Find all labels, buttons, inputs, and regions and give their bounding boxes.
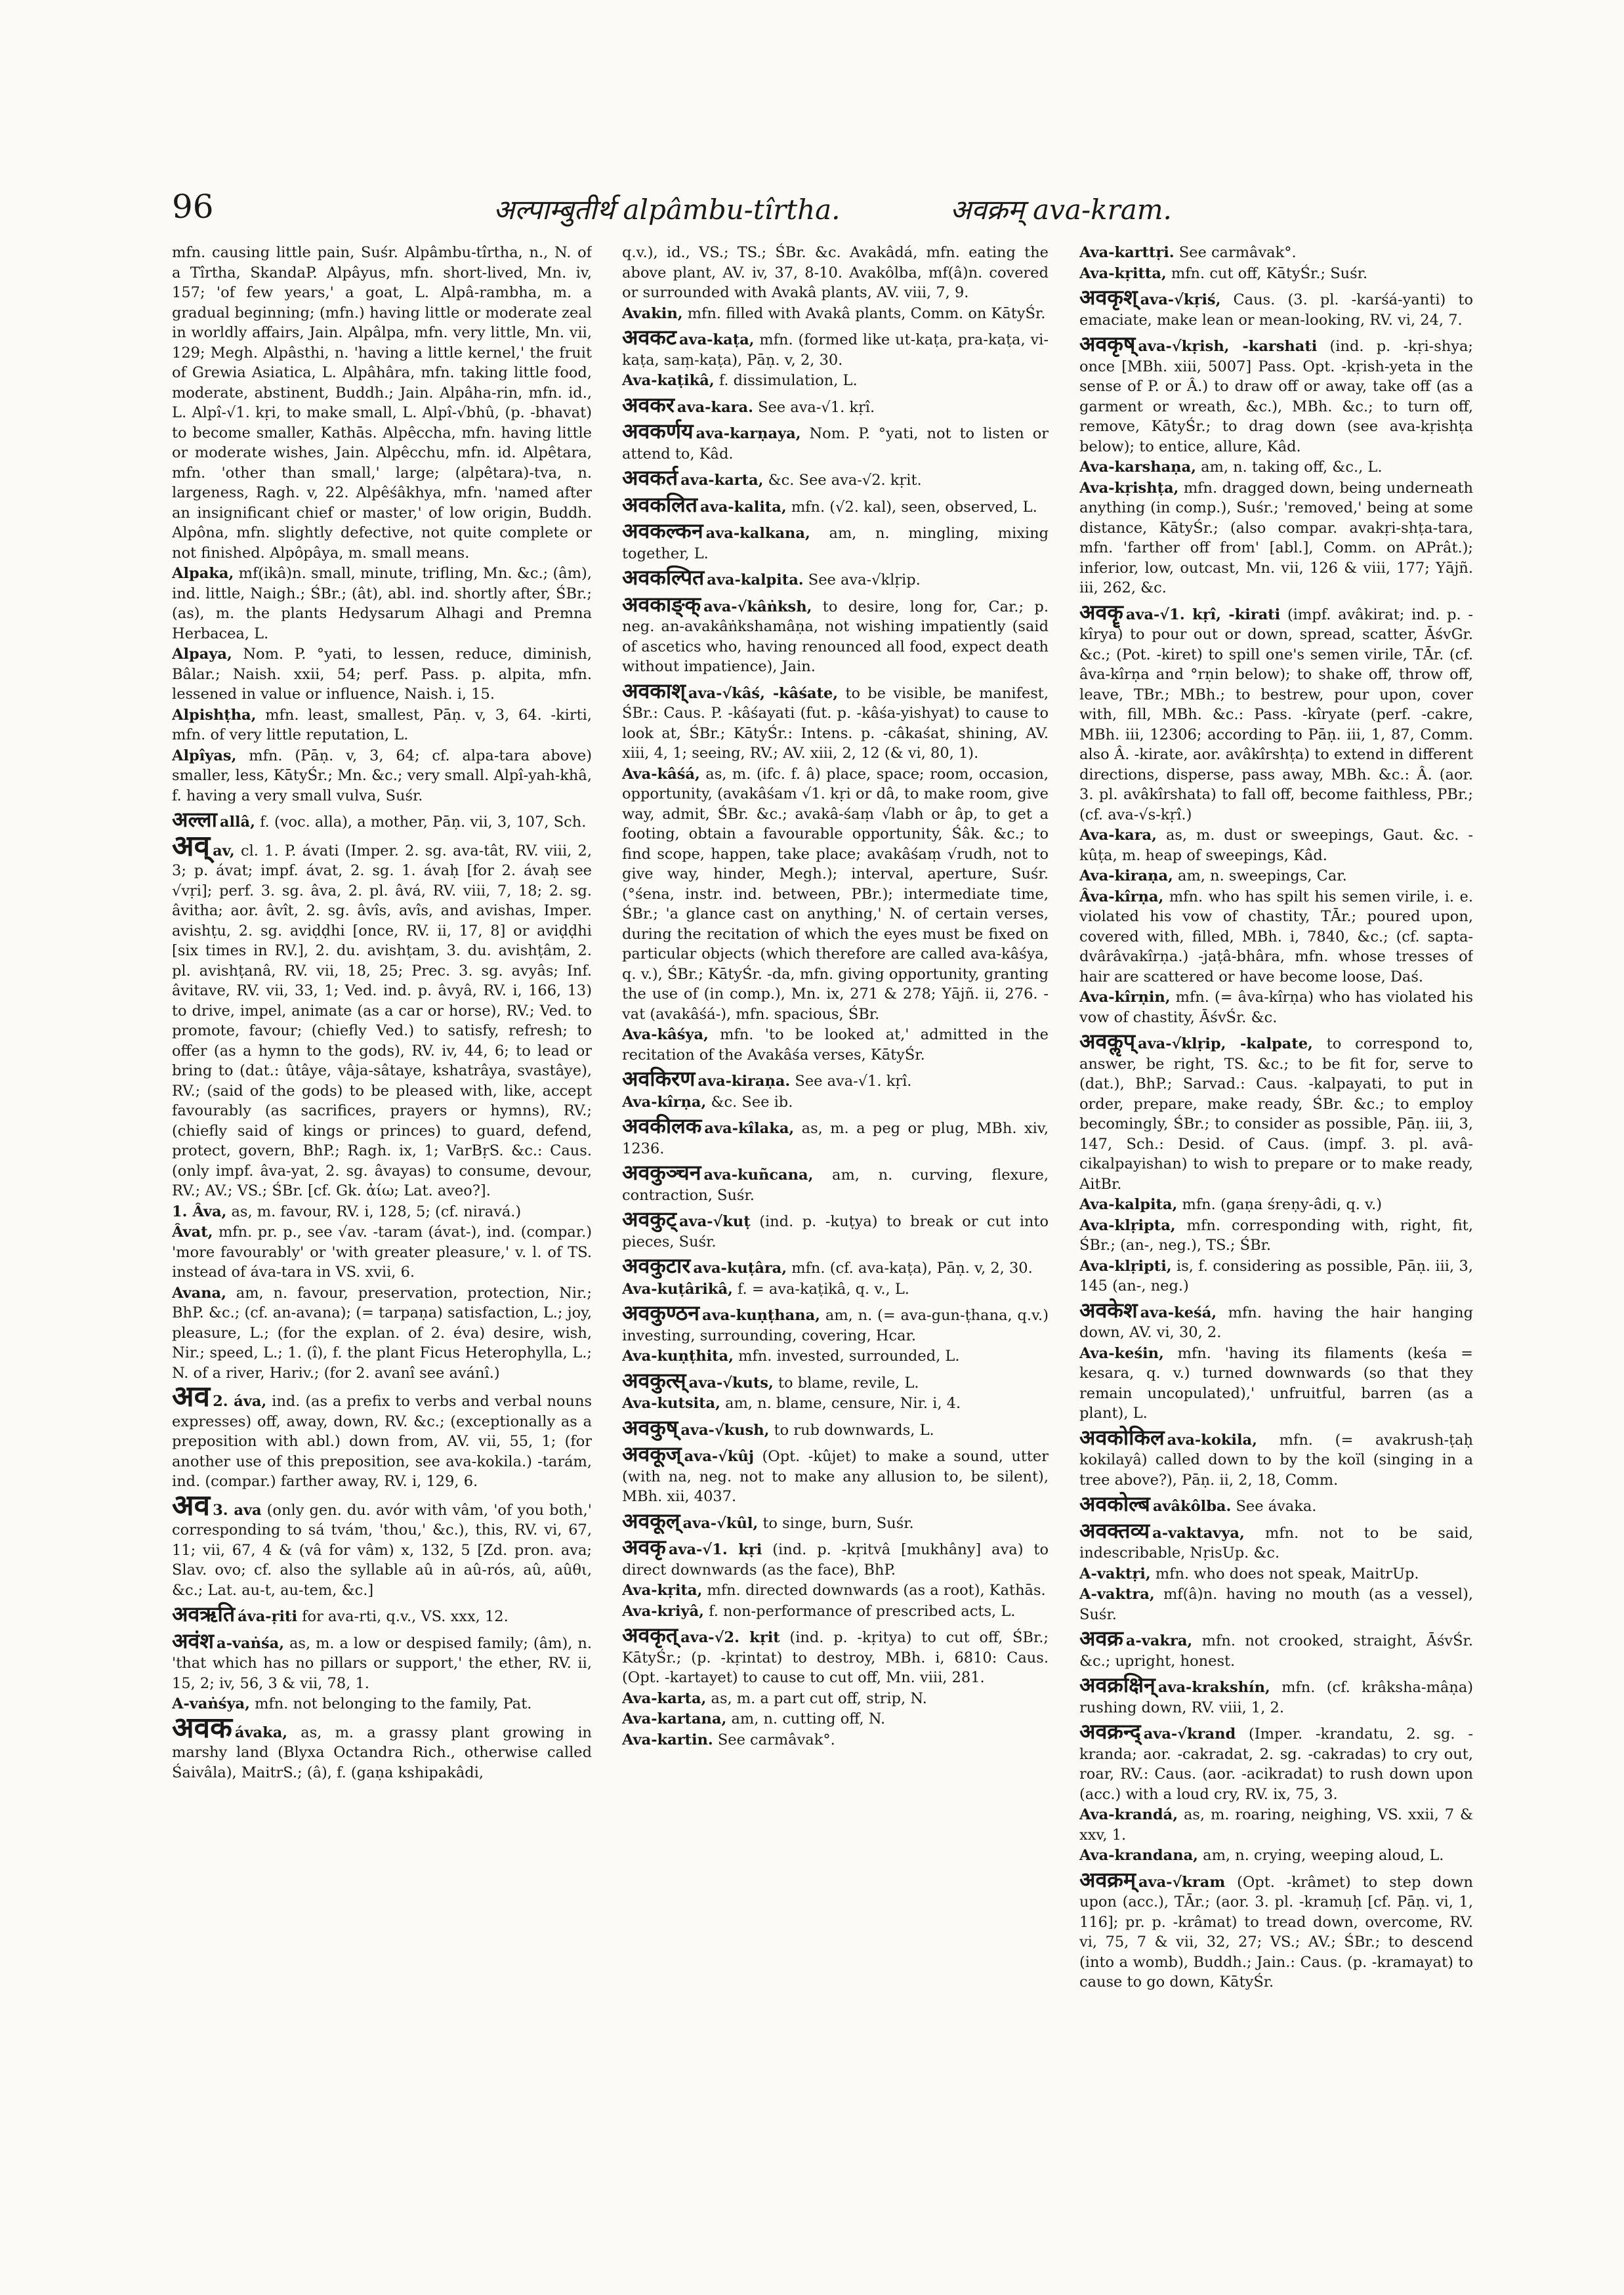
dictionary-entry (172, 746, 592, 806)
dictionary-entry (172, 1488, 592, 1601)
dictionary-entry (622, 327, 1049, 370)
entry-definition: am, n. (= ava-gun-ṭhana, q.v.) investing, surrounding, covering, Hcar. (622, 1307, 1049, 1344)
entry-headword: ávaka, (234, 1724, 288, 1741)
dictionary-entry (622, 1092, 1049, 1113)
entry-definition: &c. See ib. (711, 1093, 793, 1111)
entry-headword: ava-√kâṅksh, (703, 598, 812, 615)
dictionary-entry (1079, 1491, 1473, 1517)
devanagari-headword: अवकूल् (622, 1508, 680, 1533)
dictionary-entry (172, 1710, 592, 1783)
entry-headword: A-vaktṛi, (1079, 1565, 1151, 1582)
dictionary-entry (172, 1202, 592, 1222)
entry-definition: (ind. p. -kṛitya) to cut off, ŚBr.; KātyŚr.; (p. -kṛintat) to destroy, MBh. i, 6810: Caus. (Opt. -kartayet) to cause to cut off, Mn. viii, 281. (622, 1629, 1049, 1686)
entry-definition: mfn. (cf. krâksha-mâṇa) rushing down, RV. viii, 1, 2. (1079, 1679, 1473, 1716)
dictionary-entry (1079, 887, 1473, 987)
devanagari-headword: अवऋति (172, 1602, 236, 1626)
devanagari-headword: अवकृश् (1079, 285, 1138, 310)
devanagari-headword: अव (172, 1380, 211, 1413)
dictionary-entry (622, 392, 1049, 418)
entry-headword: ava-√kush, (680, 1421, 770, 1439)
dictionary-entry (622, 1209, 1049, 1252)
entry-headword: ava-√kâś, -kâśate, (688, 684, 839, 702)
running-headword-right: अवक्रम् ava-kram. (950, 194, 1172, 226)
entry-definition: to rub downwards, L. (774, 1421, 934, 1439)
dictionary-entry (1079, 1628, 1473, 1671)
entry-definition: (impf. avâkirat; ind. p. -kîrya) to pour out or down, spread, scatter, ĀśvGr. &c.; (Pot. -kiret) to spill one's semen virile, TĀr. (cf. âva-kîrṇa and °rṇin below); to shake off, throw off, leave, TBr.; MBh.; to bestrew, pour upon, cover with, fill, MBh. &c.: Pass. -kîryate (perf. -cakre, MBh. iii, 12306; according to Pāṇ. iii, 1, 87, Comm. also Â. -kirate, aor. avâkîrshṭa) to extend in different directions, disperse, pass away, MBh. &c.: Â. (aor. 3. pl. avâkîrshata) to fall off, become faithless, PBr.; (cf. ava-√s-kṛî.) (1079, 606, 1473, 823)
dictionary-entry (172, 564, 592, 644)
dictionary-entry (172, 1222, 592, 1283)
dictionary-entry (622, 591, 1049, 677)
dictionary-entry (622, 243, 1049, 303)
entry-headword: ava-kuṇṭhana, (702, 1307, 821, 1324)
dictionary-entry (622, 465, 1049, 491)
dictionary-entry (1079, 825, 1473, 865)
entry-headword: Ava-kriyâ, (622, 1602, 705, 1620)
dictionary-entry (172, 1380, 592, 1492)
dictionary-entry (172, 1628, 592, 1694)
entry-definition: mfn. (cf. ava-kaṭa), Pāṇ. v, 2, 30. (791, 1260, 1033, 1277)
entry-headword: ava-√klṛip, -kalpate, (1138, 1035, 1313, 1052)
entry-headword: avâkôlba. (1152, 1498, 1232, 1515)
dictionary-entry (1079, 1256, 1473, 1296)
devanagari-headword: अव् (172, 829, 211, 863)
dictionary-entry (622, 1689, 1049, 1709)
column-right (1079, 243, 1473, 2264)
entry-headword: ava-√1. kṛi (668, 1541, 762, 1558)
entry-definition: am, n. cutting off, N. (731, 1710, 886, 1727)
entry-headword: ava-kara. (677, 398, 753, 416)
entry-headword: Ava-kaṭikâ, (622, 372, 715, 389)
dictionary-entry (1079, 1846, 1473, 1866)
dictionary-entry (1079, 1672, 1473, 1718)
devanagari-headword: अवकुञ्चन (622, 1160, 701, 1185)
devanagari-headword: अव (172, 1488, 211, 1522)
entry-headword: 1. Âva, (172, 1203, 227, 1220)
entry-headword: Ava-kartin. (622, 1731, 713, 1748)
entry-headword: ava-√kṛish, -karshati (1138, 338, 1318, 355)
dictionary-entry (622, 518, 1049, 564)
devanagari-headword: अवक्रन्द् (1079, 1719, 1141, 1744)
entry-definition: mfn. having the hair hanging down, AV. vi, 30, 2. (1079, 1304, 1473, 1341)
entry-headword: Ava-kuṭârikâ, (622, 1280, 733, 1298)
entry-headword: Ava-kuṇṭhita, (622, 1348, 734, 1365)
entry-definition: to correspond to, answer, be right, TS. &c.; to be fit for, serve to (dat.), BhP.; Sarvad.: Caus. -kalpayati, to put in order, prepare, make ready, ŚBr. &c.; to employ becomingly, ŚBr.; to consider as possible, Pāṇ. iii, 3, 147, Sch.: Desid. of Caus. (impf. 3. pl. avâ-cikalpayishan) to wish to prepare or to make ready, AitBr. (1079, 1035, 1473, 1193)
entry-headword: Alpîyas, (172, 747, 237, 764)
entry-definition: f. (voc. alla), a mother, Pāṇ. vii, 3, 107, Sch. (260, 814, 587, 831)
entry-headword: a-vaktavya, (1152, 1524, 1245, 1542)
devanagari-headword: अवकल्पित (622, 565, 705, 590)
entry-definition: (only gen. du. avór with vâm, 'of you both,' corresponding to sá tvám, 'thou,' &c.), this, RV. vi, 67, 11; vii, 67, 4 & (vâ for vâm) x, 132, 5 [Zd. pron. ava; Slav. ovo; cf. also the syllable aû in aû-rós, aû, aûθι, &c.; Lat. au-t, au-tem, &c.] (172, 1501, 592, 1599)
devanagari-headword: अवकूज् (622, 1441, 682, 1466)
dictionary-entry (622, 678, 1049, 764)
entry-headword: av, (213, 842, 235, 859)
dictionary-entry (622, 1394, 1049, 1414)
entry-headword: ava-karṇaya, (696, 425, 801, 442)
devanagari-headword: अवकुण्ठन (622, 1300, 700, 1325)
entry-headword: ava-√kûl, (682, 1514, 759, 1532)
entry-headword: Ava-kṛita, (622, 1582, 703, 1599)
entry-headword: a-vakra, (1125, 1632, 1193, 1649)
entry-definition: See ava-√1. kṛî. (758, 398, 875, 416)
devanagari-headword: अवकॄ (1079, 599, 1123, 625)
devanagari-headword: अवक्रम् (1079, 1867, 1136, 1892)
dictionary-entry (1079, 1297, 1473, 1343)
entry-headword: ava-kokila, (1167, 1431, 1257, 1449)
dictionary-entry (622, 1581, 1049, 1601)
devanagari-headword: अवकट (622, 325, 677, 350)
dictionary-entry (622, 1300, 1049, 1346)
entry-headword: ava-kalpita. (707, 571, 804, 589)
entry-definition: Caus. (3. pl. -karśá-yanti) to emaciate, make lean or mean-looking, RV. vi, 24, 7. (1079, 291, 1473, 329)
dictionary-entry (622, 1113, 1049, 1159)
dictionary-entry (622, 1730, 1049, 1750)
entry-definition: mfn. who has spilt his semen virile, i. e. violated his vow of chastity, TĀr.; poured upon, covered with, filled, MBh. i, 7840, &c.; (cf. sapta-dvârâvakîrṇa.) -jaṭâ-bhâra, mfn. whose tresses of hair are scattered or have become loose, Daś. (1079, 888, 1473, 985)
entry-headword: Ava-kalpita, (1079, 1196, 1178, 1213)
entry-headword: Ava-kṛishṭa, (1079, 479, 1179, 497)
dictionary-entry (1079, 1031, 1473, 1194)
devanagari-headword: अवकुष् (622, 1415, 678, 1440)
entry-definition: (Opt. -krâmet) to step down upon (acc.), TĀr.; (aor. 3. pl. -kramuḥ [cf. Pāṇ. vi, 1, 116]; pr. p. -krâmat) to tread down, overcome, RV. vi, 75, 7 & vii, 32, 27; VS.; AV.; ŚBr.; to descend (into a womb), Buddh.; Jain.: Caus. (p. -kramayat) to cause to go down, KātyŚr. (1079, 1873, 1473, 1991)
devanagari-headword: अवकेश (1079, 1297, 1138, 1323)
dictionary-entry (622, 1367, 1049, 1394)
entry-headword: ava-√kûj (684, 1448, 755, 1465)
dictionary-entry (622, 1279, 1049, 1300)
dictionary-entry (1079, 599, 1473, 825)
entry-definition: mfn. (Pāṇ. v, 3, 64; cf. alpa-tara above) smaller, less, KātyŚr.; Mn. &c.; very small. Alpî-yah-khâ, f. having a very small vulva, Suśr. (172, 747, 592, 804)
entry-definition: is, f. considering as possible, Pāṇ. iii, 3, 145 (an-, neg.) (1079, 1257, 1473, 1294)
dictionary-entry (1079, 987, 1473, 1027)
entry-definition: am, n. favour, preservation, protection, Nir.; BhP. &c.; (cf. an-avana); (= tarpaṇa) satisfaction, L.; joy, pleasure, L.; (for the explan. of 2. éva) desire, wish, Nir.; speed, L.; 1. (î), f. the plant Ficus Heterophylla, L.; N. of a river, Hariv.; (for 2. avanî see avánî.) (172, 1284, 592, 1382)
devanagari-headword: अवकोकिल (1079, 1424, 1165, 1450)
running-headword-left: अल्पाम्बुतीर्थ alpâmbu-tîrtha. (493, 194, 841, 226)
entry-definition: mfn. who does not speak, MaitrUp. (1155, 1565, 1419, 1582)
entry-definition: (Opt. -kûjet) to make a sound, utter (with na, neg. not to make any allusion to, be silent), MBh. xii, 4037. (622, 1448, 1049, 1505)
dictionary-entry (1079, 1424, 1473, 1491)
devanagari-headword: अवक्तव्य (1079, 1518, 1150, 1543)
entry-definition: f. = ava-kaṭikâ, q. v., L. (738, 1280, 909, 1298)
dictionary-entry (1079, 866, 1473, 886)
entry-headword: ava-krakshín, (1157, 1679, 1270, 1696)
devanagari-headword: अवकुत्स् (622, 1367, 686, 1393)
devanagari-headword: अवकीलक (622, 1113, 702, 1138)
entry-definition: See carmâvak°. (1178, 244, 1297, 261)
dictionary-entry (172, 1283, 592, 1384)
entry-headword: ava-kuṭâra, (693, 1260, 787, 1277)
entry-definition: mfn. (= avakrush-ṭaḥ kokilayâ) called down to by the koïl (singing in a tree above?), Pāṇ. ii, 2, 18, Comm. (1079, 1431, 1473, 1489)
entry-headword: Ava-keśin, (1079, 1344, 1164, 1362)
entry-definition: to singe, burn, Suśr. (762, 1514, 914, 1532)
dictionary-entry (622, 304, 1049, 324)
dictionary-entry (1079, 287, 1473, 330)
entry-headword: Alpaka, (172, 565, 234, 582)
entry-definition: to be visible, be manifest, ŚBr.: Caus. P. -kâśayati (fut. p. -kâśa-yishyat) to cause to look at, ŚBr.; KātyŚr.: Intens. p. -câkaśat, shining, AV. xiii, 4, 1; seeing, RV.; AV. xiii, 2, 12 (& vi, 80, 1). (622, 684, 1049, 762)
dictionary-entry (622, 1253, 1049, 1279)
entry-definition: See carmâvak°. (717, 1731, 835, 1748)
entry-headword: Ava-karttṛi. (1079, 244, 1175, 261)
dictionary-entry (622, 1160, 1049, 1205)
entry-definition: mfn. filled with Avakâ plants, Comm. on KātyŚr. (687, 304, 1046, 322)
dictionary-entry (172, 644, 592, 705)
entry-headword: Ava-kîrṇa, (622, 1093, 707, 1111)
entry-headword: áva-ṛiti (238, 1608, 297, 1625)
dictionary-entry (622, 1346, 1049, 1367)
devanagari-headword: अवंश (172, 1628, 215, 1653)
devanagari-headword: अवकर्त (622, 465, 678, 490)
entry-definition: mfn. corresponding with, right, fit, ŚBr.; (an-, neg.), TS.; ŚBr. (1079, 1216, 1473, 1254)
entry-definition: Nom. P. °yati, to lessen, reduce, diminish, Bâlar.; Naish. xxii, 54; perf. Pass. p. alpita, mfn. lessened in value or influence, Naish. i, 15. (172, 646, 592, 703)
entry-definition: for ava-rti, q.v., VS. xxx, 12. (302, 1608, 509, 1625)
entry-definition: am, n. curving, flexure, contraction, Suśr. (622, 1167, 1049, 1204)
entry-definition: mfn. causing little pain, Suśr. Alpâmbu-tîrtha, n., N. of a Tîrtha, SkandaP. Alpâyus, mfn. short-lived, Mn. iv, 157; 'of few years,' a goat, L. Alpâ-rambha, m. a gradual beginning; (mfn.) having little or moderate zeal in worldly affairs, Jain. Alpâlpa, mfn. very little, Mn. vii, 129; Megh. Alpâsthi, n. 'having a little kernel,' the fruit of Grewia Asiatica, L. Alpâhâra, mfn. taking little food, moderate, abstinent, Buddh.; Jain. Alpâha-rin, mfn. id., L. Alpî-√1. kṛi, to make small, L. Alpî-√bhû, (p. -bhavat) to become smaller, Kathās. Alpêccha, mfn. having little or moderate wishes, Jain. Alpêcchu, mfn. id. Alpêtara, mfn. 'other than small,' large; (alpêtara)-tva, n. largeness, Ragh. v, 22. Alpêśâkhya, mfn. 'named after an insignificant chief or master,' of low origin, Buddh. Alpôna, mfn. slightly defective, not quite complete or not finished. Alpôpâya, m. small means. (172, 244, 592, 562)
entry-definition: as, m. a grassy plant growing in marshy land (Blyxa Octandra Rich., otherwise called Śaivâla), MaitrS.; (â), f. (gaṇa kshipakâdi, (172, 1724, 592, 1781)
entry-headword: ava-kîlaka, (704, 1120, 795, 1137)
page-number: 96 (172, 188, 214, 226)
entry-headword: Alpaya, (172, 646, 232, 663)
devanagari-headword: अवक्रक्षिन् (1079, 1672, 1156, 1697)
entry-definition: mfn. least, smallest, Pāṇ. v, 3, 64. -kirti, mfn. of very little reputation, L. (172, 706, 592, 743)
entry-headword: Ava-karshaṇa, (1079, 459, 1196, 476)
entry-headword: 3. ava (213, 1501, 262, 1519)
devanagari-headword: अवकलित (622, 491, 698, 517)
entry-definition: See ava-√1. kṛî. (795, 1073, 912, 1090)
dictionary-entry (172, 807, 592, 833)
dictionary-entry (622, 565, 1049, 590)
entry-headword: ava-kalita, (700, 498, 787, 516)
devanagari-headword: अवकृष् (1079, 331, 1136, 356)
dictionary-entry (1079, 1216, 1473, 1256)
entry-headword: Ava-krandá, (1079, 1806, 1178, 1823)
entry-headword: Alpishṭha, (172, 706, 257, 724)
entry-headword: Ava-kṛitta, (1079, 264, 1167, 282)
entry-definition: as, m. a part cut off, strip, N. (711, 1689, 927, 1707)
entry-definition: mfn. directed downwards (as a root), Kathās. (707, 1582, 1046, 1599)
entry-definition: (Imper. -krandatu, 2. sg. -kranda; aor. -cakradat, 2. sg. -cakradas) to cry out, roar, RV.: Caus. (aor. -acikradat) to rush down upon (acc.) with a loud cry, RV. ix, 75, 3. (1079, 1726, 1473, 1803)
dictionary-entry (1079, 1564, 1473, 1584)
entry-definition: (ind. p. -kṛitvâ [mukhâny] ava) to direct downwards (as the face), BhP. (622, 1541, 1049, 1579)
entry-headword: ava-√1. kṛî, -kirati (1125, 606, 1281, 623)
entry-definition: to desire, long for, Car.; p. neg. an-avakâṅkshamâṇa, not wishing impatiently (said of ascetics who, having renounced all food, expect death without impatience), Jain. (622, 598, 1049, 675)
entry-headword: 2. áva, (213, 1393, 267, 1410)
entry-headword: Ava-klṛipti, (1079, 1257, 1172, 1275)
entry-definition: as, m. favour, RV. i, 128, 5; (cf. niravá.) (231, 1203, 522, 1220)
dictionary-entry (622, 1441, 1049, 1507)
entry-definition: am, n. mingling, mixing together, L. (622, 525, 1049, 562)
entry-definition: to blame, revile, L. (778, 1374, 919, 1392)
dictionary-entry (1079, 331, 1473, 457)
entry-headword: ava-kaṭa, (678, 331, 755, 348)
entry-headword: Ava-karta, (622, 1689, 707, 1707)
dictionary-entry (172, 243, 592, 563)
entry-definition: mfn. (formed like ut-kaṭa, pra-kaṭa, vi-kaṭa, saṃ-kaṭa), Pāṇ. v, 2, 30. (622, 331, 1049, 369)
entry-headword: Âvat, (172, 1224, 213, 1241)
entry-headword: Ava-kartana, (622, 1710, 727, 1727)
entry-definition: mfn. not belonging to the family, Pat. (255, 1695, 532, 1712)
dictionary-entry (622, 1625, 1049, 1688)
entry-definition: (ind. p. -kṛi-shya; once [MBh. xiii, 5007] Pass. Opt. -kṛish-yeta in the sense of P. or Â.) to draw off or away, take off (as a garment or wreath, &c.), MBh. &c.; to turn off, remove, KātyŚr.; to drag down (see ava-kṛishṭa below); to entice, allure, Kâd. (1079, 338, 1473, 455)
entry-definition: as, m. (ifc. f. â) place, space; room, occasion, opportunity, (avakâśam √1. kṛi or dâ, to make room, give way, admit, ŚBr. &c.; avakâ-śaṃ √labh or âp, to get a footing, obtain a favourable opportunity, Śâk. &c.; to find scope, happen, take place; avakâśaṃ √rudh, not to give way, hinder, Megh.); interval, aperture, Suśr. (°śena, instr. ind. between, PBr.); intermediate time, ŚBr.; 'a glance cast on anything,' N. of certain verses, during the recitation of which the eyes must be fixed on particular objects (which therefore are called ava-kâśya, q. v.), ŚBr.; KātyŚr. -da, mfn. giving opportunity, granting the use of (in comp.), Mn. ix, 271 & 278; Yājñ. ii, 276. -vat (avakâśá-), mfn. spacious, ŚBr. (622, 765, 1049, 1023)
column-middle (622, 243, 1049, 2264)
entry-definition: &c. See ava-√2. kṛit. (768, 472, 922, 489)
dictionary-entry (622, 1415, 1049, 1441)
dictionary-entry (622, 1537, 1049, 1580)
page-header (0, 0, 1624, 226)
dictionary-entry (1079, 264, 1473, 284)
entry-headword: Avakin, (622, 304, 683, 322)
devanagari-headword: अवकिरण (622, 1066, 696, 1091)
dictionary-entry (1079, 1805, 1473, 1845)
dictionary-entry (622, 421, 1049, 464)
entry-definition: f. dissimulation, L. (718, 372, 858, 389)
entry-headword: Ava-kara, (1079, 827, 1157, 844)
entry-definition: mfn. dragged down, being underneath anything (in comp.), Suśr.; 'removed,' being at some distance, KātyŚr.; (also compar. avakṛi-shṭa-tara, mfn. 'farther off from' [abl.], Comm. on APrât.); inferior, low, outcast, Mn. vii, 126 & viii, 177; Yājñ. iii, 262, &c. (1079, 479, 1473, 596)
devanagari-headword: अवकृत् (622, 1623, 678, 1647)
dictionary-entry (622, 1025, 1049, 1065)
entry-definition: as, m. dust or sweepings, Gaut. &c. -kûṭa, m. heap of sweepings, Kâd. (1079, 827, 1473, 864)
entry-definition: mf(â)n. having no mouth (as a vessel), Suśr. (1079, 1586, 1473, 1623)
entry-definition: am, n. sweepings, Car. (1178, 867, 1347, 884)
entry-definition: Nom. P. °yati, not to listen or attend to, Kâd. (622, 425, 1049, 463)
devanagari-headword: अवक (172, 1710, 232, 1745)
dictionary-entry (1079, 243, 1473, 263)
dictionary-entry (1079, 1584, 1473, 1624)
entry-headword: Ava-kâśya, (622, 1026, 709, 1043)
entry-headword: ava-√kram (1138, 1873, 1226, 1891)
dictionary-entry (622, 1508, 1049, 1534)
entry-definition: mfn. cut off, KātyŚr.; Suśr. (1171, 264, 1368, 282)
entry-headword: ava-keśá, (1140, 1304, 1217, 1321)
devanagari-headword: अवक्र (1079, 1626, 1123, 1651)
entry-definition: as, m. a peg or plug, MBh. xiv, 1236. (622, 1120, 1049, 1157)
entry-definition: am, n. blame, censure, Nir. i, 4. (725, 1395, 961, 1412)
entry-headword: Ava-kîrṇin, (1079, 989, 1171, 1006)
entry-definition: as, m. roaring, neighing, VS. xxii, 7 & xxv, 1. (1079, 1806, 1473, 1844)
entry-headword: a-vaṅśa, (217, 1634, 285, 1652)
entry-definition: mfn. (= âva-kîrṇa) who has violated his vow of chastity, ĀśvŚr. &c. (1079, 989, 1473, 1026)
devanagari-headword: अवकल्कन (622, 518, 703, 543)
dictionary-entry (622, 1709, 1049, 1729)
dictionary-entry (622, 1066, 1049, 1092)
entry-definition: mf(ikâ)n. small, minute, trifling, Mn. &c.; (âm), ind. little, Naigh.; ŚBr.; (ât), abl. ind. shortly after, ŚBr.; (as), m. the plants Hedysarum Alhagi and Premna Herbacea, L. (172, 565, 592, 642)
devanagari-headword: अवकुट् (622, 1207, 677, 1231)
entry-headword: Ava-krandana, (1079, 1847, 1198, 1864)
dictionary-entry (622, 1602, 1049, 1622)
entry-headword: ava-√2. kṛit (680, 1629, 780, 1646)
entry-definition: cl. 1. P. ávati (Imper. 2. sg. ava-tât, RV. viii, 2, 3; p. ávat; impf. ávat, 2. sg. 1. ávaḥ [for 2. ávaḥ see √vṛi]; perf. 3. sg. âva, 2. pl. âvá, RV. viii, 7, 18; 2. sg. âvitha; aor. âvît, 2. sg. âvîs, avîs, and avishas, Imper. avishṭu, 2. sg. aviḍḍhi [once, RV. ii, 17, 8] or aviḍḍhi [six times in RV.], 2. du. avishṭam, 3. du. avishṭâm, 2. pl. avishṭanâ, RV. vii, 18, 25; Prec. 3. sg. avyâs; Inf. âvitave, RV. vii, 33, 1; Ved. ind. p. âvyâ, RV. i, 166, 13) to drive, impel, animate (as a car or horse), RV.; Ved. to promote, favour; (chiefly Ved.) to satisfy, refresh; to offer (as a hymn to the gods), RV. iv, 44, 6; to lead or bring to (dat.: ûtâye, vâja-sâtaye, kshatrâya, svastâye), RV.; (said of the gods) to be pleased with, like, accept favourably (as sacrifices, prayers or hymns), RV.; (chiefly said of kings or princes) to guard, defend, protect, govern, BhP.; Ragh. ix, 1; VarBṛS. &c.: Caus. (only impf. âva-yat, 2. sg. âvayas) to consume, devour, RV.; AV.; VS.; ŚBr. [cf. Gk. ἀίω; Lat. aveo?]. (172, 842, 592, 1199)
entry-headword: ava-karta, (680, 472, 764, 489)
entry-headword: Avana, (172, 1284, 226, 1302)
dictionary-entry (1079, 1719, 1473, 1804)
entry-definition: See ava-√klṛip. (808, 571, 921, 589)
devanagari-headword: अवकुटार (622, 1253, 691, 1278)
entry-headword: allâ, (219, 814, 255, 831)
devanagari-headword: अल्ला (172, 807, 217, 832)
entry-definition: mfn. invested, surrounded, L. (738, 1348, 960, 1365)
devanagari-headword: अवकर (622, 392, 675, 417)
entry-headword: ava-kalkana, (705, 525, 810, 542)
dictionary-entry (622, 491, 1049, 518)
entry-definition: mfn. 'to be looked at,' admitted in the recitation of the Avakâśa verses, KātyŚr. (622, 1026, 1049, 1064)
devanagari-headword: अवकर्णय (622, 419, 694, 444)
entry-definition: mfn. pr. p., see √av. -taram (ávat-), ind. (compar.) 'more favourably' or 'with greater pleasure,' v. l. of TS. instead of áva-tara in VS. xvii, 6. (172, 1224, 592, 1281)
entry-headword: Ava-kutsita, (622, 1395, 720, 1412)
entry-definition: (ind. p. -kuṭya) to break or cut into pieces, Suśr. (622, 1213, 1049, 1251)
dictionary-entry (172, 1694, 592, 1714)
entry-headword: Âva-kîrṇa, (1079, 888, 1164, 905)
entry-definition: mfn. (gaṇa śreṇy-âdi, q. v.) (1182, 1196, 1383, 1213)
column-left (172, 243, 592, 2264)
devanagari-headword: अवकृ (622, 1535, 666, 1560)
dictionary-entry (1079, 1518, 1473, 1563)
entry-headword: ava-kuñcana, (703, 1167, 814, 1184)
devanagari-headword: अवकॢप् (1079, 1029, 1135, 1054)
entry-headword: ava-√kṛiś, (1140, 291, 1221, 308)
dictionary-entry (1079, 1195, 1473, 1215)
entry-headword: ava-√kuts, (688, 1374, 774, 1392)
entry-headword: ava-kiraṇa. (697, 1073, 791, 1090)
entry-definition: mfn. not to be said, indescribable, NṛisUp. &c. (1079, 1524, 1473, 1561)
entry-definition: am, n. crying, weeping aloud, L. (1203, 1847, 1444, 1864)
entry-definition: am, n. taking off, &c., L. (1201, 459, 1383, 476)
dictionary-entry (622, 764, 1049, 1025)
dictionary-entry (1079, 1344, 1473, 1424)
devanagari-headword: अवकाश् (622, 678, 686, 703)
entry-definition: q.v.), id., VS.; TS.; ŚBr. &c. Avakâdá, mfn. eating the above plant, AV. iv, 37, 8-10. Avakôlba, mf(â)n. covered or surrounded with Avakâ plants, AV. viii, 7, 9. (622, 244, 1049, 301)
entry-definition: mfn. (√2. kal), seen, observed, L. (791, 498, 1037, 516)
entry-headword: Ava-kiraṇa, (1079, 867, 1173, 884)
entry-definition: f. non-performance of prescribed acts, L. (709, 1602, 1016, 1620)
devanagari-headword: अवकोल्ब (1079, 1491, 1150, 1516)
dictionary-entry (622, 371, 1049, 391)
dictionary-entry (1079, 478, 1473, 598)
entry-definition: as, m. a low or despised family; (âm), n. 'that which has no pillars or support,' the ether, RV. ii, 15, 2; iv, 56, 3 & vii, 78, 1. (172, 1634, 592, 1692)
entry-headword: ava-√krand (1143, 1726, 1236, 1743)
dictionary-entry (172, 1604, 592, 1627)
entry-definition: ind. (as a prefix to verbs and verbal nouns expresses) off, away, down, RV. &c.; (exceptionally as a preposition with abl.) down from, AV. vii, 55, 1; (for another use of this preposition, see ava-kokila.) -tarám, ind. (compar.) farther away, RV. i, 129, 6. (172, 1393, 592, 1490)
entry-headword: Ava-kâśá, (622, 765, 700, 783)
dictionary-entry (172, 829, 592, 1201)
dictionary-entry (1079, 1867, 1473, 1993)
devanagari-headword: अवकाङ्क् (622, 591, 701, 617)
entry-headword: ava-√kuṭ (678, 1213, 751, 1230)
dictionary-entry (172, 705, 592, 745)
dictionary-entry (1079, 457, 1473, 478)
entry-headword: A-vaṅśya, (172, 1695, 250, 1712)
entry-definition: mfn. 'having its filaments (keśa = kesara, q. v.) turned downwards (so that they remain uncopulated),' unfruitful, barren (as a plant), L. (1079, 1344, 1473, 1422)
entry-headword: A-vaktra, (1079, 1586, 1155, 1603)
entry-definition: mfn. not crooked, straight, ĀśvŚr. &c.; upright, honest. (1079, 1632, 1473, 1670)
entry-definition: See ávaka. (1236, 1498, 1317, 1515)
entry-headword: Ava-klṛipta, (1079, 1216, 1176, 1234)
